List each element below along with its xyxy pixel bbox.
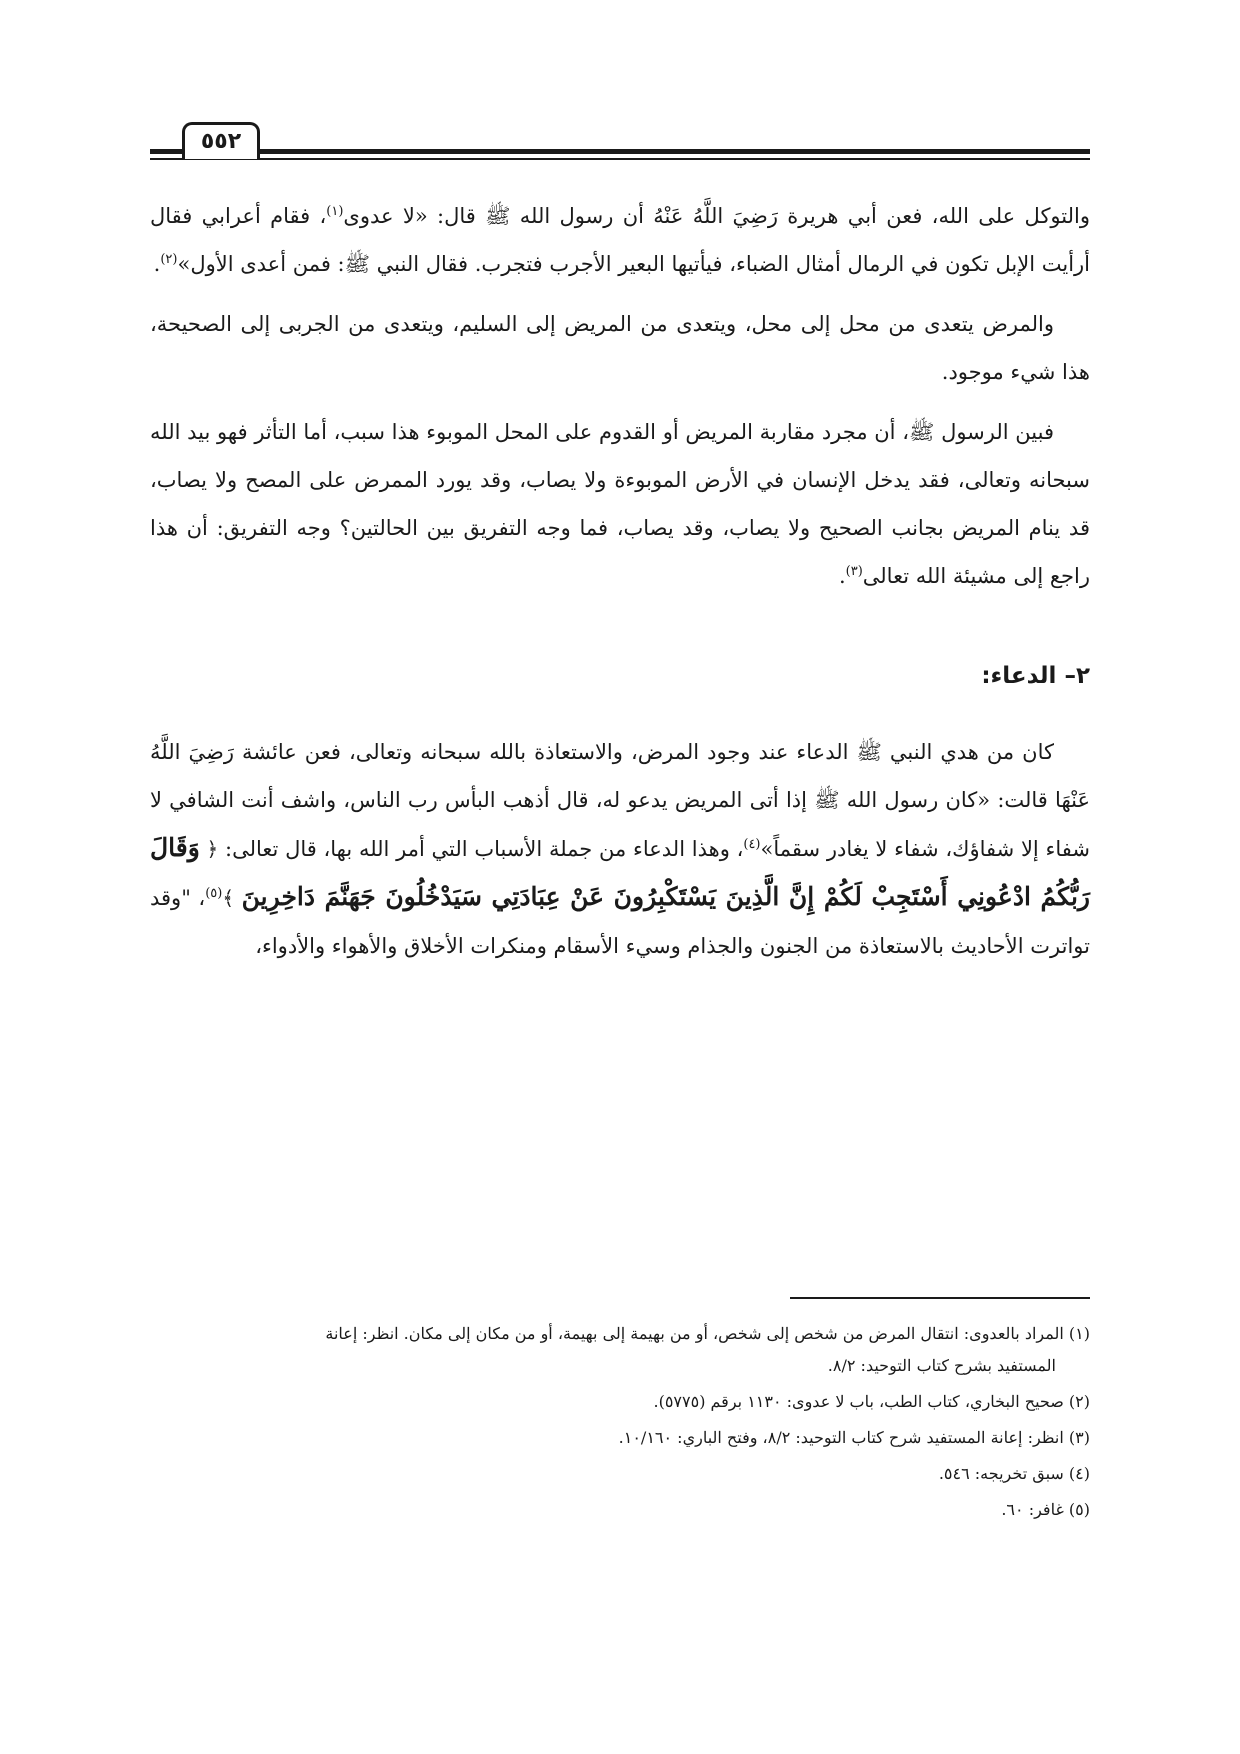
paragraph-1-text-2: ، فقام أعرابي فقال أرأيت الإبل تكون في الرمال أمثال الضباء، فيأتيها البعير الأجرب فتجرب. فقال النبي ﷺ: فمن أعدى الأول»	[150, 204, 1090, 276]
footnote-ref-3[interactable]: (٣)	[845, 564, 863, 579]
paragraph-3-text: فبين الرسول ﷺ، أن مجرد مقاربة المريض أو القدوم على المحل الموبوء هذا سبب، أما التأثر فهو بيد الله سبحانه وتعالى، فقد يدخل الإنسان في الأرض الموبوءة ولا يصاب، وقد يورد الممرض على المصح ولا يصاب، قد ينام المريض بجانب الصحيح ولا يصاب، وقد يصاب، فما وجه التفريق بين الحالتين؟ وجه التفريق: أن هذا راجع إلى مشيئة الله تعالى	[150, 420, 1090, 588]
footnote-text: سبق تخريجه: ٥٤٦.	[938, 1464, 1064, 1483]
footnote-separator	[790, 1297, 1090, 1299]
paragraph-3-text-2: .	[838, 564, 846, 588]
footnote-text: انظر: إعانة المستفيد شرح كتاب التوحيد: ٨/٢، وفتح الباري: ١٠/١٦٠.	[618, 1428, 1064, 1447]
footnote-4	[150, 1458, 1090, 1490]
section-heading: ٢– الدعاء:	[981, 663, 1090, 689]
footnote-ref-2[interactable]: (٢)	[160, 252, 178, 267]
footnote-ref-5[interactable]: (٥)	[205, 886, 223, 901]
footnote-number: (٢)	[1068, 1392, 1090, 1411]
quran-verse: وَقَالَ رَبُّكُمُ ادْعُونِي أَسْتَجِبْ لَكُمْ إِنَّ الَّذِينَ يَسْتَكْبِرُونَ عَنْ عِبَادَتِي سَيَدْخُلُونَ جَهَنَّمَ دَاخِرِينَ	[150, 833, 1090, 911]
paragraph-1-text: والتوكل على الله، فعن أبي هريرة رَضِيَ اللَّهُ عَنْهُ أن رسول الله ﷺ قال: «لا عدوى	[343, 204, 1090, 228]
quran-bracket-open: ﴿	[206, 837, 219, 861]
footnote-number: (١)	[1068, 1324, 1090, 1343]
main-content	[150, 192, 1090, 982]
footnote-number: (٤)	[1068, 1464, 1090, 1483]
header-rule-thin	[150, 158, 1090, 160]
paragraph-1-text-3: .	[153, 252, 161, 276]
footnote-5	[150, 1494, 1090, 1526]
paragraph-3	[150, 408, 1090, 600]
footnote-text-continued: المستفيد بشرح كتاب التوحيد: ٨/٢.	[827, 1356, 1056, 1375]
paragraph-4-text: كان من هدي النبي ﷺ الدعاء عند وجود المرض، والاستعاذة بالله سبحانه وتعالى، فعن عائشة رَضِيَ اللَّهُ عَنْهَا قالت: «كان رسول الله ﷺ إذا أتى المريض يدعو له، قال أذهب البأس رب الناس، واشف أنت الشافي لا شفاء إلا شفاؤك، شفاء لا يغادر سقماً»	[150, 740, 1090, 861]
paragraph-2-text: والمرض يتعدى من محل إلى محل، ويتعدى من المريض إلى السليم، ويتعدى من الجربى إلى الصحيحة، هذا شيء موجود.	[150, 312, 1090, 384]
footnote-text: غافر: ٦٠.	[1001, 1500, 1064, 1519]
quran-bracket-close: ﴾	[222, 886, 235, 910]
page-number: ٥٥٢	[182, 122, 260, 159]
footnote-number: (٣)	[1068, 1428, 1090, 1447]
footnote-text: المراد بالعدوى: انتقال المرض من شخص إلى شخص، أو من بهيمة إلى بهيمة، أو من مكان إلى مكان. انظر: إعانة	[325, 1324, 1064, 1343]
footnote-ref-1[interactable]: (١)	[326, 204, 344, 219]
paragraph-4-text-3: ، "وقد تواترت الأحاديث بالاستعاذة من الجنون والجذام وسيء الأسقام ومنكرات الأخلاق والأهواء والأدواء،	[150, 886, 1090, 958]
footnotes	[150, 1318, 1090, 1530]
paragraph-2	[150, 300, 1090, 396]
footnote-text: صحيح البخاري، كتاب الطب، باب لا عدوى: ١١٣٠ برقم (٥٧٧٥).	[653, 1392, 1064, 1411]
footnote-2	[150, 1386, 1090, 1418]
footnote-1	[150, 1318, 1090, 1382]
footnote-number: (٥)	[1068, 1500, 1090, 1519]
footnote-3	[150, 1422, 1090, 1454]
paragraph-4	[150, 728, 1090, 970]
header-rule	[150, 149, 1090, 154]
paragraph-4-text-2: ، وهذا الدعاء من جملة الأسباب التي أمر الله بها، قال تعالى:	[225, 837, 744, 861]
paragraph-1	[150, 192, 1090, 288]
footnote-ref-4[interactable]: (٤)	[743, 837, 761, 852]
